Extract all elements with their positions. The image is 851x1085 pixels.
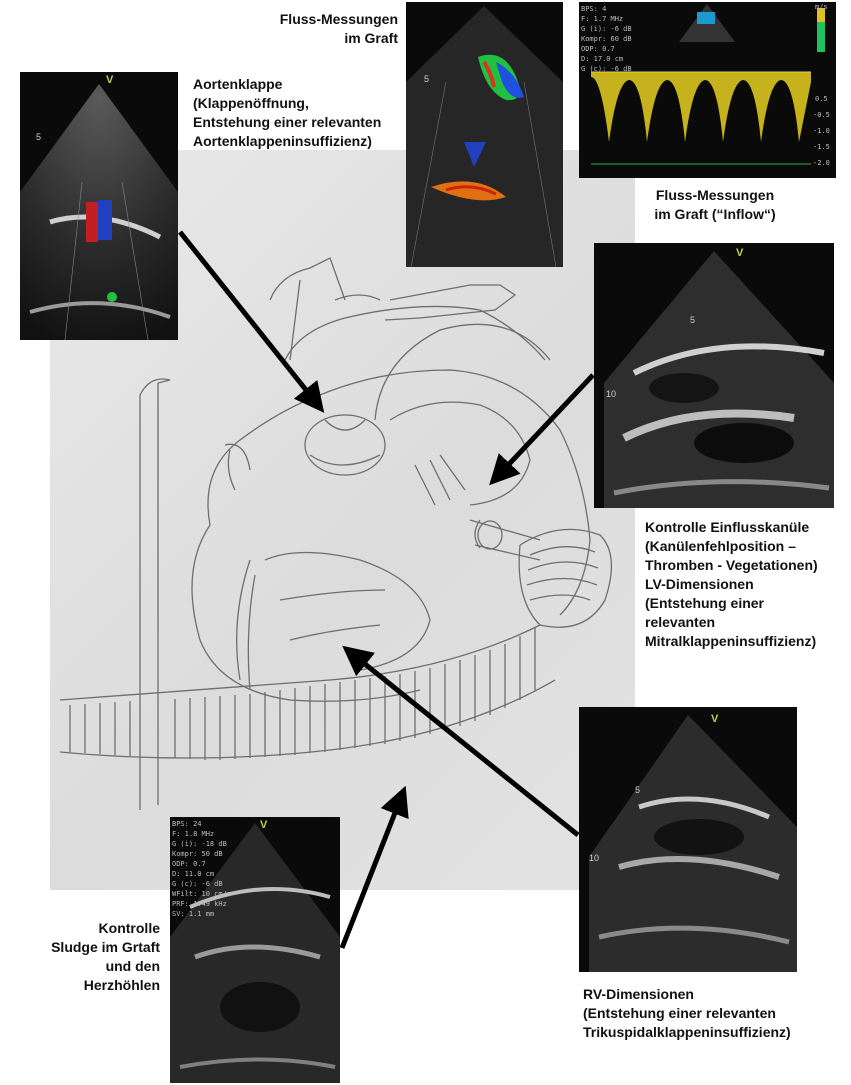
arrow-rv-dimensions xyxy=(350,652,578,835)
label-rv-dimensionen: RV-Dimensionen (Entstehung einer relevanten Trikuspidalklappeninsuffizienz) xyxy=(583,986,791,1040)
doppler-params: BPS: 4 F: 1.7 MHz G (i): -6 dB Kompr: 60 dB ODP: 0.7 D: 17.0 cm G (c): -6 dB xyxy=(581,5,632,73)
sludge-params: BPS: 24 F: 1.8 MHz G (i): -18 dB Kompr: 50 dB ODP: 0.7 D: 11.0 cm G (c): -6 dB WFilt: 10 cm/s PRF: 1.49 kHz SV: 1.1 mm xyxy=(172,820,232,918)
doppler-scale-1: 0.5 xyxy=(815,95,828,103)
doppler-unit: m/s xyxy=(815,3,828,11)
label-fluss-graft: Fluss-Messungen im Graft xyxy=(279,11,398,46)
aortic-echo-depth: 5 xyxy=(36,132,42,142)
doppler-scale-3: -1.0 xyxy=(813,127,830,135)
rv-echo-v-mark: V xyxy=(711,713,719,725)
arrow-inflow-cannula xyxy=(496,375,593,478)
aortic-echo-v-mark: V xyxy=(106,74,114,86)
label-sludge: Kontrolle Sludge im Grtaft und den Herzhöhlen xyxy=(51,920,160,993)
doppler-scale-5: -2.0 xyxy=(813,159,830,167)
doppler-scale-2: -0.5 xyxy=(813,111,830,119)
label-einflusskanuele: Kontrolle Einflusskanüle (Kanülenfehlposition – Thromben - Vegetationen) LV-Dimensionen (Entstehung einer relevanten Mitralklappeninsuffizienz) xyxy=(645,519,818,649)
inflow-depth-5: 5 xyxy=(690,315,696,325)
inflow-depth-10: 10 xyxy=(606,389,617,399)
inflow-echo-v-mark: V xyxy=(736,247,744,259)
sludge-echo-v-mark: V xyxy=(260,819,268,831)
label-fluss-inflow: Fluss-Messungen im Graft (“Inflow“) xyxy=(654,187,776,222)
arrow-sludge xyxy=(342,795,402,948)
graft-echo-depth: 5 xyxy=(424,74,430,84)
rv-depth-5: 5 xyxy=(635,785,641,795)
rv-depth-10: 10 xyxy=(589,853,600,863)
arrow-aortic-valve xyxy=(180,232,318,405)
label-aortenklappe: Aortenklappe (Klappenöffnung, Entstehung einer relevanten Aortenklappeninsuffizienz) xyxy=(193,76,382,149)
doppler-scale-4: -1.5 xyxy=(813,143,830,151)
